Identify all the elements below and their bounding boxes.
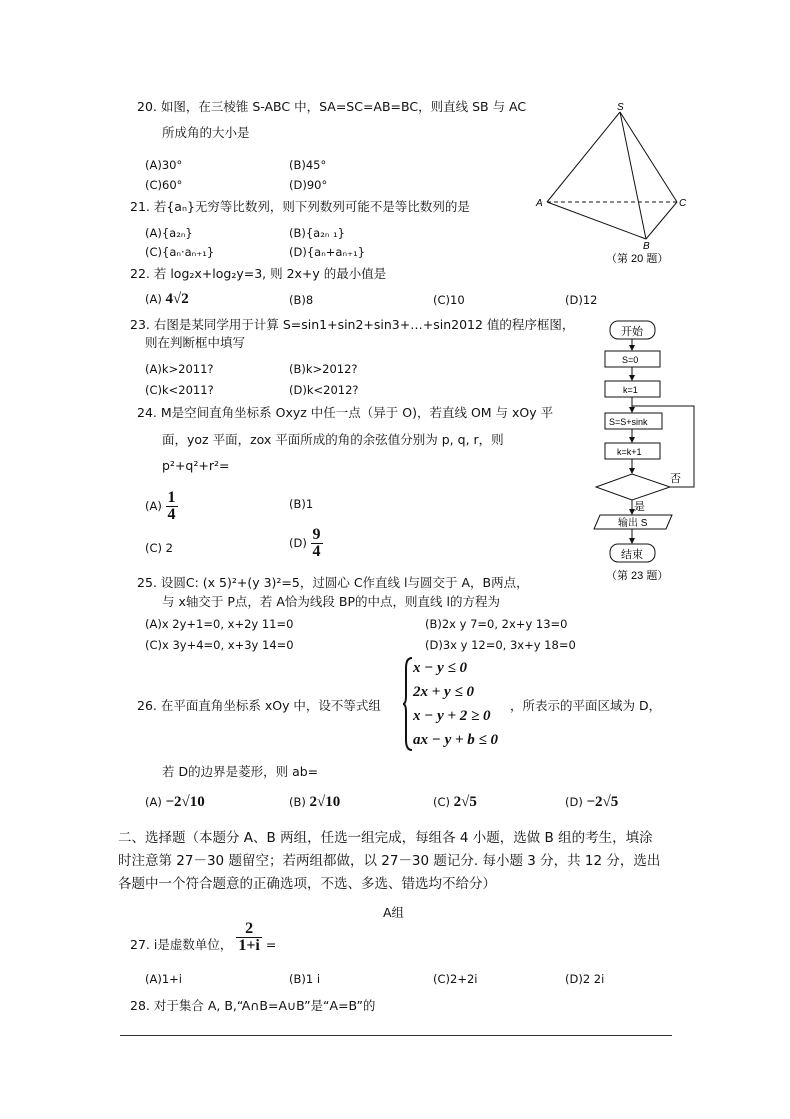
q27-stem: [130, 920, 277, 954]
q23-option-b: (B)k>2012?: [289, 362, 358, 376]
section2-instructions-line1: 二、选择题（本题分 A、B 两组，任选一组完成，每组各 4 小题，选做 B 组的考生，填涂: [118, 830, 653, 846]
q26-option-c-value: 2√5: [453, 794, 477, 810]
q26-inequality-3: x − y + 2 ≥ 0: [413, 708, 491, 724]
q24-option-a-denominator: 4: [167, 506, 176, 523]
section2-instructions-line3: 各题中一个符合题意的正确选项，不选、多选、错选均不给分）: [118, 876, 496, 892]
label-c: C: [679, 198, 687, 209]
edge-sa: [547, 112, 620, 202]
q20-option-c: (C)60°: [145, 178, 183, 192]
q26-inequality-system: [413, 656, 498, 752]
group-a-heading: A组: [383, 905, 405, 920]
flow-init-s-text: S=0: [622, 355, 639, 365]
q24-stem-line2: 面，yoz 平面，zox 平面所成的角的余弦值分别为 p, q, r，则: [162, 432, 504, 447]
q22-option-b: (B)8: [289, 293, 314, 307]
label-b: B: [643, 241, 650, 252]
q26-stem-line2: 若 D的边界是菱形，则 ab=: [162, 764, 319, 779]
q20-caption: （第 20 题）: [606, 253, 669, 265]
q24-option-a-numerator: 1: [167, 489, 176, 506]
flow-end-text: 结束: [621, 549, 643, 561]
q26-inequality-2: 2x + y ≤ 0: [413, 684, 474, 700]
q26-stem-suffix: ，所表示的平面区域为 D，: [510, 698, 662, 713]
q24-option-d-label: (D): [289, 536, 307, 550]
q21-option-c: (C){aₙ·aₙ₊₁}: [145, 245, 215, 259]
q23-stem-line1: 23. 右图是某同学用于计算 S=sin1+sin2+sin3+…+sin2012 值的程序框图，: [130, 317, 575, 332]
q22-option-a-value: 4√2: [165, 291, 189, 307]
q27-numerator: 2: [236, 921, 262, 938]
q26-option-b-value: 2√10: [309, 794, 341, 810]
label-a: A: [536, 198, 543, 209]
q26-option-d-label: (D): [565, 795, 583, 809]
q24-stem-line1: 24. M是空间直角坐标系 Oxyz 中任一点（异于 O)，若直线 OM 与 xOy 平: [137, 405, 554, 420]
edge-bc: [646, 202, 677, 239]
q24-option-a: [145, 490, 178, 523]
flow-decision-node: [596, 474, 670, 500]
q26-option-c-label: (C): [433, 795, 451, 809]
q22-option-d: (D)12: [565, 293, 598, 307]
q28-stem: 28. 对于集合 A, B,“A∩B=A∪B”是“A=B”的: [130, 998, 376, 1013]
q20-option-b: (B)45°: [289, 158, 327, 172]
edge-ab: [547, 202, 646, 239]
q24-option-b: (B)1: [289, 497, 314, 511]
q21-option-d: (D){aₙ+aₙ₊₁}: [289, 245, 366, 259]
q23-option-c: (C)k<2011?: [145, 383, 214, 397]
q23-flowchart: [588, 314, 703, 589]
flow-init-k-text: k=1: [623, 385, 638, 395]
q26-stem-prefix: 26. 在平面直角坐标系 xOy 中，设不等式组: [137, 698, 381, 713]
q26-option-a-label: (A): [145, 795, 162, 809]
q23-stem-line2: 则在判断框中填写: [145, 335, 246, 350]
q27-fraction: [236, 921, 262, 954]
flow-no-label: 否: [670, 473, 681, 485]
q21-option-b: (B){a₂ₙ ₁}: [289, 226, 346, 240]
q26-option-d: [565, 794, 618, 811]
q25-option-a: (A)x 2y+1=0, x+2y 11=0: [145, 617, 294, 631]
flow-loop-body-text: S=S+sink: [609, 417, 648, 427]
q25-option-c: (C)x 3y+4=0, x+3y 14=0: [145, 638, 294, 652]
q20-pyramid-figure: [530, 100, 700, 270]
q27-option-a: (A)1+i: [145, 972, 182, 986]
q23-option-d: (D)k<2012?: [289, 383, 359, 397]
q24-option-c: (C) 2: [145, 541, 173, 555]
q26-option-d-value: −2√5: [586, 794, 619, 810]
q26-option-c: [433, 794, 477, 811]
q23-caption: （第 23 题）: [606, 570, 669, 582]
flow-start-text: 开始: [621, 326, 643, 338]
q23-option-a: (A)k>2011?: [145, 362, 214, 376]
section2-instructions-line2: 时注意第 27－30 题留空；若两组都做，以 27－30 题记分. 每小题 3 分，共 12 分，选出: [118, 853, 661, 869]
q27-option-c: (C)2+2i: [433, 972, 478, 986]
q25-option-d: (D)3x y 12=0, 3x+y 18=0: [425, 638, 576, 652]
q22-option-a-label: (A): [145, 292, 162, 306]
q24-stem-line3: p²+q²+r²=: [162, 458, 230, 473]
q27-option-b: (B)1 i: [289, 972, 321, 986]
edge-sc: [620, 112, 677, 202]
q26-option-a-value: −2√10: [165, 794, 205, 810]
q26-option-a: [145, 794, 205, 811]
q24-option-d-denominator: 4: [312, 543, 321, 560]
q22-option-c: (C)10: [433, 293, 465, 307]
q25-option-b: (B)2x y 7=0, 2x+y 13=0: [425, 617, 568, 631]
q21-option-a: (A){a₂ₙ}: [145, 226, 193, 240]
flow-output-text: 输出 S: [618, 518, 648, 529]
q22-stem: 22. 若 log₂x+log₂y=3, 则 2x+y 的最小值是: [130, 266, 387, 281]
q21-stem: 21. 若{aₙ}无穷等比数列，则下列数列可能不是等比数列的是: [130, 199, 470, 214]
page-footer-rule: [120, 1035, 672, 1036]
q24-option-d: [289, 527, 323, 560]
q27-denominator: 1+i: [238, 937, 260, 954]
flow-yes-label: 是: [634, 501, 645, 513]
q24-option-a-label: (A): [145, 499, 162, 513]
label-s: S: [617, 102, 624, 113]
q26-inequality-4: ax − y + b ≤ 0: [413, 732, 499, 748]
q20-option-d: (D)90°: [289, 178, 328, 192]
q26-option-b: [289, 794, 340, 811]
q24-option-a-fraction: [166, 490, 178, 523]
q27-option-d: (D)2 2i: [565, 972, 605, 986]
q27-stem-suffix: =: [265, 937, 277, 952]
q26-option-b-label: (B): [289, 795, 306, 809]
q25-stem-line2: 与 x轴交于 P点，若 A恰为线段 BP的中点，则直线 l的方程为: [162, 594, 500, 609]
q24-option-d-fraction: [311, 527, 323, 560]
q27-stem-prefix: 27. i是虚数单位，: [130, 937, 233, 952]
q24-option-d-numerator: 9: [312, 526, 321, 543]
flow-increment-text: k=k+1: [617, 447, 642, 457]
q22-option-a: [145, 291, 189, 308]
q20-option-a: (A)30°: [145, 158, 183, 172]
q26-inequality-1: x − y ≤ 0: [413, 660, 467, 676]
q25-stem-line1: 25. 设圆C: (x 5)²+(y 3)²=5，过圆心 C作直线 l与圆交于 A，B两点，: [137, 575, 529, 590]
q20-stem-line2: 所成角的大小是: [162, 125, 250, 140]
edge-sb: [620, 112, 646, 239]
q20-stem-line1: 20. 如图，在三棱锥 S-ABC 中，SA=SC=AB=BC，则直线 SB 与 AC: [137, 99, 527, 114]
